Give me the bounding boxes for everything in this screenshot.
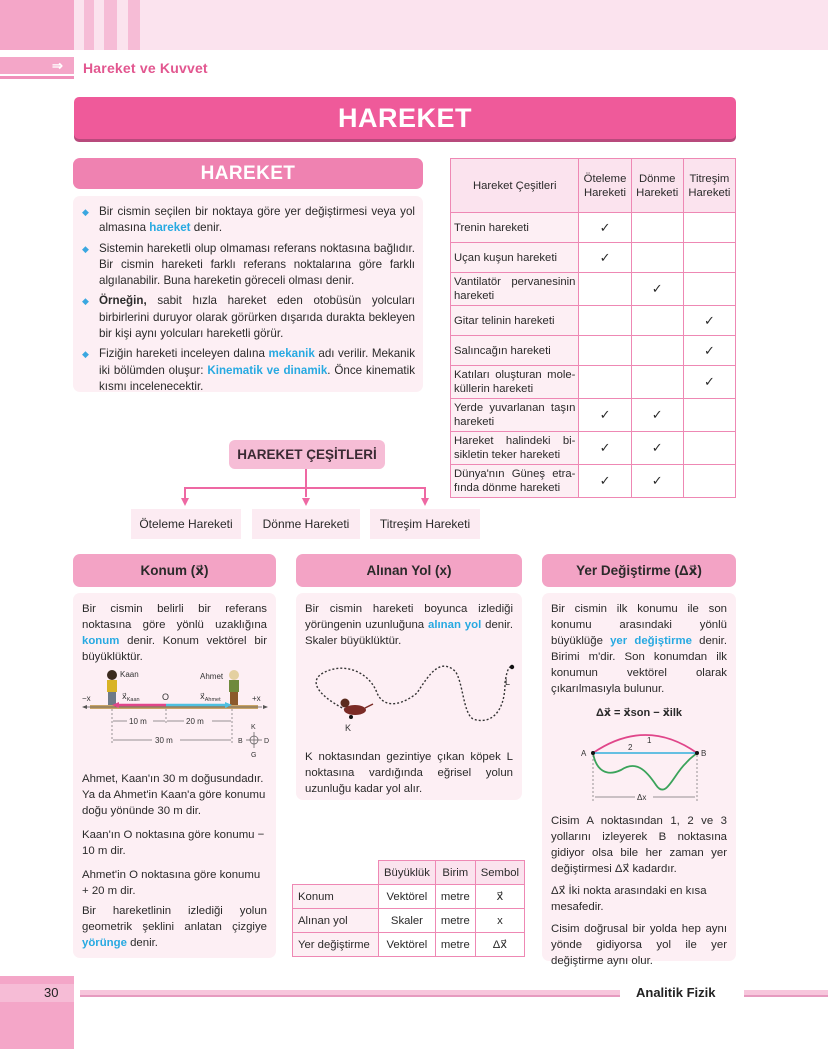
svg-text:x⃗Ahmet: $x⃗_{Ahmet}$ [200, 692, 221, 703]
table-header: Sembol [475, 861, 524, 885]
top-decor-stripe [84, 0, 94, 50]
quantity-summary-table [292, 860, 525, 957]
footer-rule [744, 990, 828, 997]
alinan-yol-caption: K noktasından gezintiye çıkan köpek L noktasına vardığında eğrisel yolun uzunluğu kadar yol alır. [305, 751, 513, 795]
table-row: Salıncağın hareketi ✓ [451, 336, 736, 366]
arrow-down-icon [421, 498, 429, 506]
svg-text:B: B [701, 749, 707, 758]
arrow-right-icon: ⇒ [52, 58, 63, 73]
tree-connector [184, 487, 426, 489]
motion-type-rotation: Dönme Hareketi [252, 509, 360, 539]
table-row: Yerde yuvarlanan taşın hareketi ✓ ✓ [451, 399, 736, 432]
yer-degistirme-paragraph: Cisim doğrusal bir yolda hep aynı yönde gidiyorsa yol ile yer değiştirme aynı olur. [551, 923, 727, 967]
svg-text:1: 1 [647, 736, 652, 745]
table-header: Büyüklük [379, 861, 436, 885]
person-kaan-icon [107, 670, 117, 705]
intro-title: HAREKET [200, 162, 296, 184]
konum-paragraph: Kaan'ın O noktasına göre konumu − 10 m dir. [82, 829, 265, 857]
yer-degistirme-paragraph: Δx⃗ İki nokta arasındaki en kısa mesafedir. [551, 885, 707, 913]
table-row: Dünya'nın Güneş etra-fında dönme hareketi ✓ ✓ [451, 465, 736, 498]
motion-type-translation: Öteleme Hareketi [131, 509, 241, 539]
table-row: Hareket halindeki bi-sikletin teker hareketi ✓ ✓ [451, 432, 736, 465]
svg-text:Δx: Δx [637, 793, 647, 802]
arrow-down-icon [302, 498, 310, 506]
intro-bullet: ◆ Örneğin, sabit hızla hareket eden otobüsün yolcuları birbirlerini duruyor olarak görürken dışarıda durakta bekleyen bir kişi aynı yolcuları hareketli görür. [81, 293, 415, 342]
top-decor-stripe [104, 0, 117, 50]
konum-header: Konum (x⃗) [73, 554, 276, 587]
konum-diagram [82, 667, 272, 767]
svg-text:K: K [345, 723, 352, 733]
top-decor-block [0, 0, 74, 50]
yer-degistirme-paragraph: Cisim A noktasından 1, 2 ve 3 yollarını izleyerek B noktasına gidiyor olsa bile her zaman yer değiştirmesi Δx⃗ kadardır. [551, 815, 727, 875]
svg-text:G: G [251, 752, 257, 759]
konum-panel [73, 593, 276, 958]
intro-panel [73, 196, 423, 392]
chapter-title: Hareket ve Kuvvet [83, 60, 208, 76]
table-row: Konum Vektörel metre x⃗ [293, 885, 525, 909]
yer-degistirme-header: Yer Değiştirme (Δx⃗) [542, 554, 736, 587]
table-row: Trenin hareketi ✓ [451, 213, 736, 243]
dog-path-diagram [305, 653, 515, 743]
intro-header [73, 158, 423, 189]
svg-text:x⃗Kaan: $x⃗_{Kaan}$ [122, 692, 140, 703]
displacement-diagram [551, 725, 727, 805]
motion-type-vibration: Titreşim Hareketi [370, 509, 480, 539]
svg-text:−x: −x [82, 694, 91, 703]
table-header: Öteleme Hareketi [579, 159, 631, 213]
svg-text:A: A [581, 749, 587, 758]
page-title: HAREKET [337, 102, 472, 133]
svg-text:O: O [162, 692, 170, 702]
table-row: Gitar telinin hareketi ✓ [451, 306, 736, 336]
svg-text:B: B [238, 738, 243, 745]
svg-text:Ahmet: Ahmet [200, 672, 224, 681]
motion-types-title: HAREKET ÇEŞİTLERİ [229, 440, 385, 469]
table-row: Yer değiştirme Vektörel metre Δx⃗ [293, 933, 525, 957]
intro-bullet: ◆ Fiziğin hareketi inceleyen dalına mekanik adı verilir. Mekanik iki bölümden oluşur: Kinematik ve dinamik. Önce kinematik kısmı incelenecektir. [81, 346, 415, 395]
dog-icon [341, 699, 374, 716]
table-row: Katıları oluşturan mole-küllerin hareketi ✓ [451, 366, 736, 399]
table-header: Birim [435, 861, 475, 885]
svg-text:2: 2 [628, 743, 633, 752]
svg-text:10 m: 10 m [129, 717, 147, 726]
svg-text:+x: +x [252, 694, 261, 703]
yer-degistirme-panel [542, 593, 736, 967]
footer-rule [80, 990, 620, 997]
svg-text:K: K [251, 724, 256, 731]
svg-text:30 m: 30 m [155, 736, 173, 745]
compass-icon [238, 724, 269, 759]
svg-text:20 m: 20 m [186, 717, 204, 726]
table-row: Alınan yol Skaler metre x [293, 909, 525, 933]
svg-text:Kaan: Kaan [120, 670, 139, 679]
motion-types-table [450, 158, 736, 498]
svg-text:D: D [264, 738, 270, 745]
table-row: Uçan kuşun hareketi ✓ [451, 243, 736, 273]
svg-text:L: L [505, 677, 511, 687]
trajectory-definition: Bir hareketlinin izlediği yolun geometrik şeklini anlatan çizgiye yörünge denir. [82, 905, 267, 949]
page-number: 30 [44, 985, 59, 1000]
yer-degistirme-definition: Bir cismin ilk konumu ile son konumu arasındaki yönlü büyüklüğe yer değiştirme denir. Birimi m'dir. Son konumdan ilk konumun vektörel olarak çıkarılmasıyla bulunur. [551, 603, 727, 695]
intro-bullet: ◆ Bir cismin seçilen bir noktaya göre yer değiştirmesi veya yol almasına hareket denir. [81, 204, 415, 237]
table-header: Dönme Hareketi [631, 159, 683, 213]
konum-paragraph: Ahmet, Kaan'ın 30 m doğusundadır. Ya da Ahmet'in Kaan'a göre konumu doğu yönünde 30 m dir. [82, 773, 266, 817]
page-title-banner [74, 97, 736, 139]
top-decor-stripe [128, 0, 140, 50]
alinan-yol-definition: Bir cismin hareketi boyunca izlediği yörüngenin uzunluğuna alınan yol denir. Skaler büyüklüktür. [305, 603, 513, 647]
alinan-yol-panel [296, 593, 522, 800]
alinan-yol-header: Alınan Yol (x) [296, 554, 522, 587]
arrow-down-icon [181, 498, 189, 506]
displacement-formula: Δx⃗ = x⃗son − x⃗ilk [595, 707, 683, 719]
book-title: Analitik Fizik [636, 985, 716, 1000]
konum-definition: Bir cismin belirli bir referans noktasına göre yönlü uzaklığına konum denir. Konum vektörel bir büyüklüktür. [82, 603, 267, 663]
tree-connector [305, 469, 307, 497]
table-header: Titreşim Hareketi [683, 159, 735, 213]
intro-bullet: ◆ Sistemin hareketli olup olmaması referans noktasına bağlıdır. Bir cismin hareketi farklı referans noktalarına göre farklı algılanabilir. Buna hareketin göreceli olması denir. [81, 241, 415, 290]
table-row: Vantilatör pervanesinin hareketi ✓ [451, 273, 736, 306]
footer-number-bg [0, 984, 74, 1002]
konum-paragraph: Ahmet'in O noktasına göre konumu + 20 m dir. [82, 869, 261, 897]
person-ahmet-icon [229, 670, 239, 705]
chapter-bar-line [0, 76, 74, 79]
top-decor-band [0, 0, 828, 50]
table-header: Hareket Çeşitleri [451, 159, 579, 213]
